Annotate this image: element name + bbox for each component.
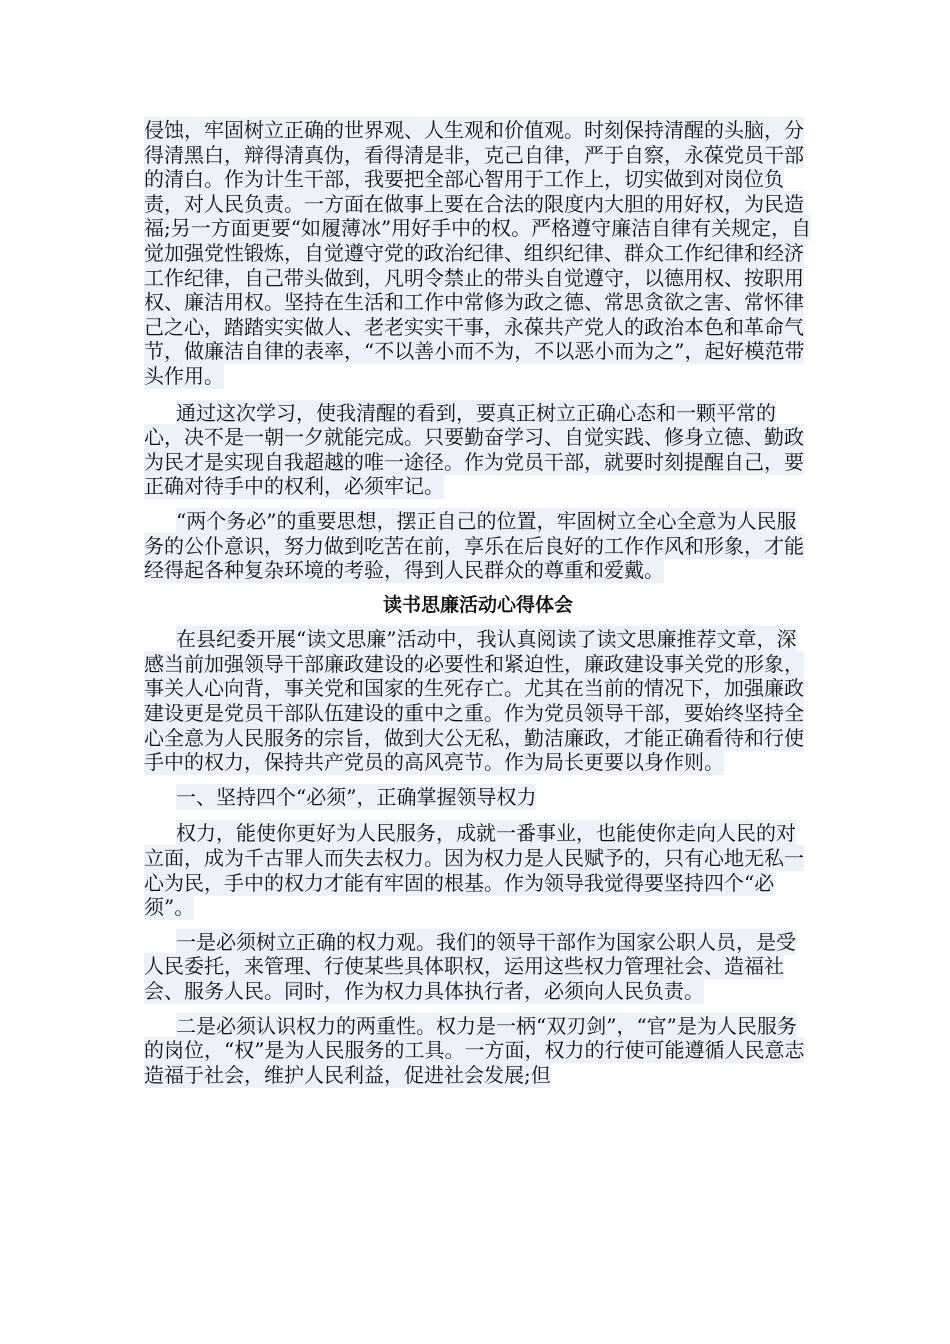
paragraph-text: 一是必须树立正确的权力观。我们的领导干部作为国家公职人员，是受人民委托，来管理、行使某些具体职权，运用这些权力管理社会、造福社会、服务人民。同时，作为权力具体执行者，必须向人民负责。: [144, 929, 796, 1003]
paragraph-text: 一、坚持四个“必须”，正确掌握领导权力: [176, 784, 537, 809]
paragraph: [144, 785, 812, 810]
paragraph-text: 权力，能使你更好为人民服务，成就一番事业，也能使你走向人民的对立面，成为千古罪人而失去权力。因为权力是人民赋予的，只有心地无私一心为民，手中的权力才能有牢固的根基。作为领导我觉得要坚持四个“必须”。: [144, 821, 804, 920]
paragraph: [144, 509, 812, 583]
section-heading: 读书思廉活动心得体会: [382, 593, 573, 616]
paragraph-text: 二是必须认识权力的两重性。权力是一柄“双刃剑”，“官”是为人民服务的岗位，“权”是为人民服务的工具。一方面，权力的行使可能遵循人民意志造福于社会，维护人民利益，促进社会发展;但: [144, 1013, 805, 1087]
paragraph: [144, 930, 812, 1004]
paragraph: [144, 401, 812, 499]
paragraph-text: 侵蚀，牢固树立正确的世界观、人生观和价值观。时刻保持清醒的头脑，分得清黑白，辩得清真伪，看得清是非，克己自律，严于自察，永葆党员干部的清白。作为计生干部，我要把全部心智用于工作上，切实做到对岗位负责，对人民负责。一方面在做事上要在合法的限度内大胆的用好权，为民造福;另一方面更要“如履薄冰”用好手中的权。严格遵守廉洁自律有关规定，自觉加强党性锻炼，自觉遵守党的政治纪律、组织纪律、群众工作纪律和经济工作纪律，自己带头做到，凡明令禁止的带头自觉遵守，以德用权、按职用权、廉洁用权。坚持在生活和工作中常修为政之德、常思贪欲之害、常怀律己之心，踏踏实实做人、老老实实干事，永葆共产党人的政治本色和革命气节，做廉洁自律的表率，“不以善小而不为，不以恶小而为之”，起好模范带头作用。: [144, 118, 812, 388]
paragraph-text: “两个务必”的重要思想，摆正自己的位置，牢固树立全心全意为人民服务的公仆意识，努力做到吃苦在前，享乐在后良好的工作作风和形象，才能经得起各种复杂环境的考验，得到人民群众的尊重和爱戴。: [144, 508, 804, 583]
paragraph-text: 在县纪委开展“读文思廉”活动中，我认真阅读了读文思廉推荐文章，深感当前加强领导干部廉政建设的必要性和紧迫性，廉政建设事关党的形象，事关人心向背，事关党和国家的生死存亡。尤其在当前的情况下，加强廉政建设更是党员干部队伍建设的重中之重。作为党员领导干部，要始终坚持全心全意为人民服务的宗旨，做到大公无私，勤洁廉政，才能正确看待和行使手中的权力，保持共产党员的高风亮节。作为局长更要以身作则。: [144, 627, 804, 775]
paragraph-text: 通过这次学习，使我清醒的看到，要真正树立正确心态和一颗平常的心，决不是一朝一夕就能完成。只要勤奋学习、自觉实践、修身立德、勤政为民才是实现自我超越的唯一途径。作为党员干部，就要时刻提醒自己，要正确对待手中的权利，必须牢记。: [144, 400, 804, 499]
paragraph: [144, 627, 812, 775]
paragraph: [144, 821, 812, 919]
paragraph: [144, 118, 812, 389]
document-body: [144, 118, 812, 1097]
paragraph: [144, 1014, 812, 1088]
